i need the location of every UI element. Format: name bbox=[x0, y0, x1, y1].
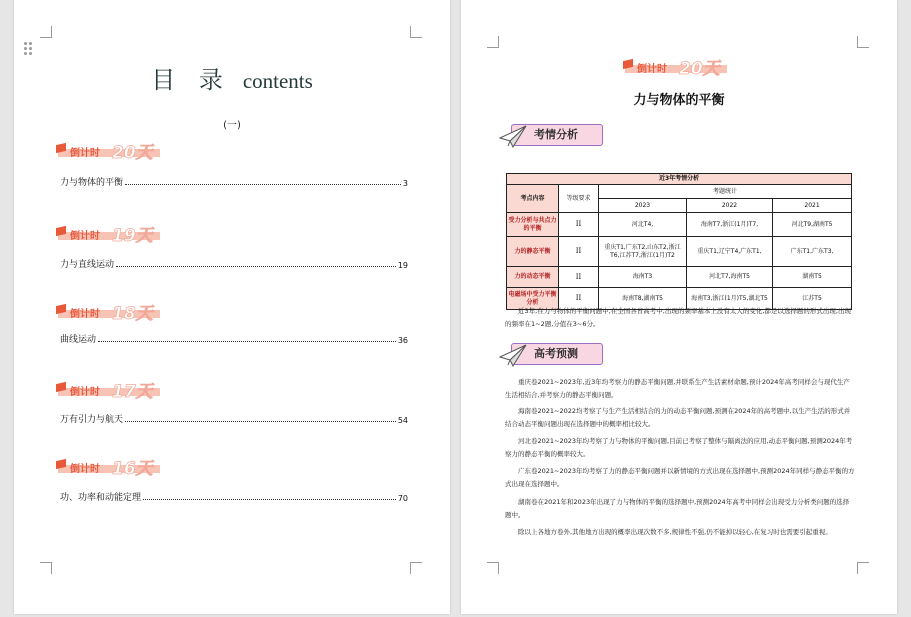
row-2023: 重庆T1,广东T2,山东T2,浙江T6,江苏T7,浙江(1月)T2 bbox=[599, 237, 687, 267]
section-heading-label: 高考预测 bbox=[511, 343, 603, 365]
section-heading-analysis bbox=[499, 123, 603, 149]
prediction-paragraph: 海南卷2021~2022均考察了与生产生活相结合的力的动态平衡问题,预测在2024年的高考题中,以生产生活的形式并结合动态平衡问题出现在选择题中的概率相比较大。 bbox=[505, 407, 851, 428]
toc-entry[interactable] bbox=[60, 174, 408, 188]
toc-entry[interactable] bbox=[60, 256, 408, 270]
corner-mark-bottom-right bbox=[857, 562, 869, 574]
toc-entry-page[interactable]: 36 bbox=[397, 336, 408, 345]
header-year: 2021 bbox=[773, 199, 852, 213]
toc-entry[interactable] bbox=[60, 411, 408, 425]
countdown-badge bbox=[56, 223, 168, 245]
row-2022: 重庆T1,辽宁T4,广东T1, bbox=[687, 237, 773, 267]
corner-mark-top-left bbox=[487, 36, 499, 48]
corner-mark-top-left bbox=[40, 26, 52, 38]
toc-entry[interactable] bbox=[60, 331, 408, 345]
corner-mark-top-right bbox=[410, 26, 422, 38]
countdown-days: 16天 bbox=[112, 459, 153, 479]
row-2023: 海南T8,湖南T5 bbox=[599, 288, 687, 310]
chapter-title: 力与物体的平衡 bbox=[633, 93, 725, 108]
countdown-days: 19天 bbox=[112, 226, 153, 246]
row-level: II bbox=[559, 267, 599, 288]
corner-mark-bottom-right bbox=[410, 562, 422, 574]
row-2022: 海南T7,浙江(1月)T7, bbox=[687, 213, 773, 237]
toc-part-label: (一) bbox=[223, 120, 241, 131]
row-level: II bbox=[559, 213, 599, 237]
countdown-badge bbox=[56, 456, 168, 478]
toc-entry-page[interactable]: 54 bbox=[397, 416, 408, 425]
countdown-label: 倒计时 bbox=[70, 464, 100, 475]
toc-entry-page[interactable]: 3 bbox=[402, 179, 408, 188]
toc-entry-title[interactable]: 万有引力与航天 bbox=[60, 415, 124, 425]
countdown-badge bbox=[56, 140, 168, 162]
corner-mark-bottom-left bbox=[487, 562, 499, 574]
row-topic: 受力分析与共点力的平衡 bbox=[507, 213, 559, 237]
header-content: 考点内容 bbox=[507, 185, 559, 213]
countdown-days: 18天 bbox=[112, 304, 153, 324]
row-2021: 广东T1,广东T3, bbox=[773, 237, 852, 267]
row-level: II bbox=[559, 288, 599, 310]
row-2021: 湖南T5 bbox=[773, 267, 852, 288]
countdown-days: 17天 bbox=[112, 382, 153, 402]
row-2023: 海南T3 bbox=[599, 267, 687, 288]
header-stats: 考题统计 bbox=[599, 185, 852, 199]
toc-entry-page[interactable]: 70 bbox=[397, 494, 408, 503]
paper-plane-icon bbox=[499, 124, 527, 148]
toc-title-cn: 目 录 bbox=[151, 66, 231, 94]
prediction-paragraph: 重庆卷2021~2023年,近3年均考察力的静态平衡问题,并联系生产生活素材命题,预计2024年高考同样会与现代生产生活相结合,并考察力的静态平衡问题。 bbox=[505, 378, 850, 399]
drag-handle-icon[interactable] bbox=[24, 42, 34, 56]
corner-mark-bottom-left bbox=[40, 562, 52, 574]
table-row bbox=[507, 213, 852, 237]
row-2022: 海南T3,浙江(1月)T5,湖北T5 bbox=[687, 288, 773, 310]
countdown-badge bbox=[623, 56, 735, 78]
toc-page bbox=[14, 0, 450, 614]
header-level: 等级要求 bbox=[559, 185, 599, 213]
prediction-paragraph: 广东卷2021~2023年均考察了力的静态平衡问题并以新情境的方式出现在选择题中,预测2024年同样与静态平衡的方式出现在选择题中。 bbox=[505, 467, 855, 488]
chapter-page bbox=[461, 0, 897, 614]
row-2023: 河北T4, bbox=[599, 213, 687, 237]
row-2021: 河北T9,湖南T5 bbox=[773, 213, 852, 237]
countdown-label: 倒计时 bbox=[70, 148, 100, 159]
table-caption: 近3年考情分析 bbox=[507, 174, 852, 185]
section-heading-prediction bbox=[499, 342, 603, 368]
countdown-days: 20天 bbox=[112, 143, 153, 163]
toc-entry-title[interactable]: 功、功率和动能定理 bbox=[60, 493, 142, 503]
prediction-paragraph: 河北卷2021~2023年均考察了力与物体的平衡问题,目前已考察了整体与隔离法的应用,动态平衡问题,预测2024年考察力的静态平衡的概率较大。 bbox=[505, 437, 853, 458]
toc-entry-title[interactable]: 曲线运动 bbox=[60, 335, 97, 345]
countdown-label: 倒计时 bbox=[70, 231, 100, 242]
row-2021: 江苏T5 bbox=[773, 288, 852, 310]
corner-mark-top-right bbox=[857, 36, 869, 48]
table-row bbox=[507, 267, 852, 288]
toc-heading bbox=[14, 60, 450, 95]
countdown-label: 倒计时 bbox=[70, 309, 100, 320]
row-topic: 电磁场中受力平衡分析 bbox=[507, 288, 559, 310]
countdown-label: 倒计时 bbox=[637, 64, 667, 75]
toc-entry-title[interactable]: 力与直线运动 bbox=[60, 260, 115, 270]
toc-entry-page[interactable]: 19 bbox=[397, 261, 408, 270]
row-level: II bbox=[559, 237, 599, 267]
countdown-badge bbox=[56, 379, 168, 401]
paper-plane-icon bbox=[499, 343, 527, 367]
exam-stats-table bbox=[506, 173, 852, 310]
header-year: 2023 bbox=[599, 199, 687, 213]
countdown-badge bbox=[56, 301, 168, 323]
countdown-days: 20天 bbox=[679, 59, 720, 79]
countdown-label: 倒计时 bbox=[70, 387, 100, 398]
prediction-paragraph: 湖南卷在2021年和2023年出现了力与物体的平衡的选择题中,预测2024年高考中同样会出现受力分析类问题的选择题中。 bbox=[505, 498, 850, 519]
section-heading-label: 考情分析 bbox=[511, 124, 603, 146]
row-topic: 力的静态平衡 bbox=[507, 237, 559, 267]
prediction-paragraph: 除以上各地方卷外,其他地方出现的概率出现次数不多,规律性不强,仍不能掉以轻心,在复习时也需要引起重视。 bbox=[518, 528, 832, 536]
row-2022: 河北T7,海南T5 bbox=[687, 267, 773, 288]
toc-title-en: contents bbox=[242, 69, 313, 93]
header-year: 2022 bbox=[687, 199, 773, 213]
toc-entry[interactable] bbox=[60, 489, 408, 503]
analysis-summary: 近3年,在力与物体的平衡问题中,在全国各省高考中,出现的频率基本上没有太大的变化,都是以选择题的形式出现,出现的频率在1~2题,分值在3~6分。 bbox=[505, 307, 851, 328]
row-topic: 力的动态平衡 bbox=[507, 267, 559, 288]
table-row bbox=[507, 237, 852, 267]
toc-entry-title[interactable]: 力与物体的平衡 bbox=[60, 178, 124, 188]
